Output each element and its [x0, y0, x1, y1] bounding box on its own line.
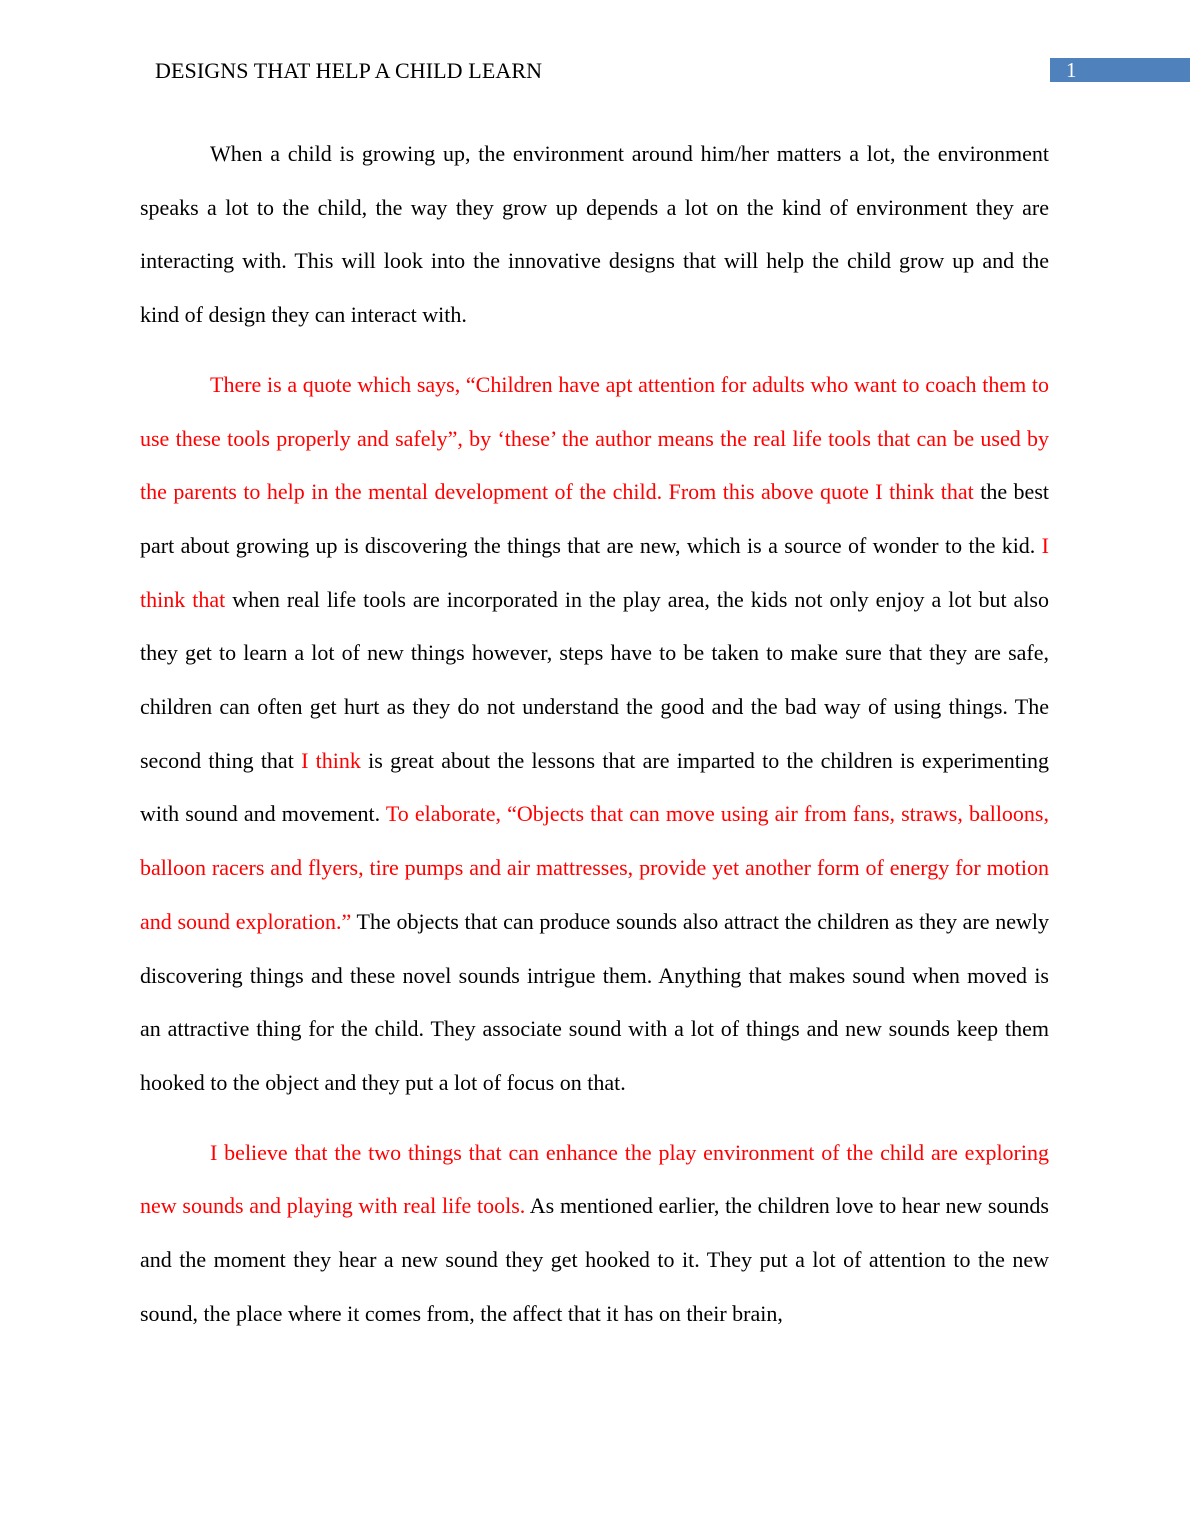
- text-segment: When a child is growing up, the environment around him/her matters a lot, the environment speaks a lot to the child, the way they grow up depends a lot on the kind of environment they are interacting with. This will look into the innovative designs that will help the child grow up and the kind of design they can interact with.: [140, 141, 1049, 328]
- text-segment: when real life tools are incorporated in the play area, the kids not only enjoy a lot but also they get to learn a lot of new things however, steps have to be taken to make sure that they are safe, children can often get hurt as they do not understand the good and the bad way of using things. The second thing that: [140, 586, 1049, 773]
- paragraph-intro: [140, 127, 1049, 342]
- paragraph-belief: [140, 1126, 1049, 1341]
- highlighted-text-segment: To elaborate, “Objects that can move using air from fans, straws, balloons, balloon racers and flyers, tire pumps and air mattresses, provide yet another form of energy for motion and sound exploration.”: [140, 801, 1049, 934]
- text-segment: is great about the lessons that are imparted to the children is experimenting with sound and movement.: [140, 747, 1049, 827]
- highlighted-text-segment: I think: [301, 747, 361, 773]
- document-body: [140, 127, 1049, 1356]
- text-segment: the best part about growing up is discovering the things that are new, which is a source of wonder to the kid.: [140, 479, 1049, 558]
- paragraph-quote: [140, 358, 1049, 1110]
- highlighted-text-segment: There is a quote which says, “Children have apt attention for adults who want to coach them to use these tools properly and safely”, by ‘these’ the author means the real life tools that can be used by the parents to help in the mental development of the child. From this above quote I think that: [140, 371, 1049, 505]
- highlighted-text-segment: I believe that the two things that can enhance the play environment of the child are exploring new sounds and playing with real life tools.: [140, 1139, 1049, 1219]
- page-number: 1: [1066, 58, 1077, 82]
- text-segment: As mentioned earlier, the children love to hear new sounds and the moment they hear a new sound they get hooked to it. They put a lot of attention to the new sound, the place where it comes from, the affect that it has on their brain,: [140, 1193, 1049, 1326]
- page-number-box: [1050, 58, 1190, 82]
- text-segment: The objects that can produce sounds also attract the children as they are newly discovering things and these novel sounds intrigue them. Anything that makes sound when moved is an attractive thing for the child. They associate sound with a lot of things and new sounds keep them hooked to the object and they put a lot of focus on that.: [140, 908, 1049, 1095]
- highlighted-text-segment: I think that: [140, 532, 1049, 612]
- running-head: DESIGNS THAT HELP A CHILD LEARN: [155, 58, 543, 83]
